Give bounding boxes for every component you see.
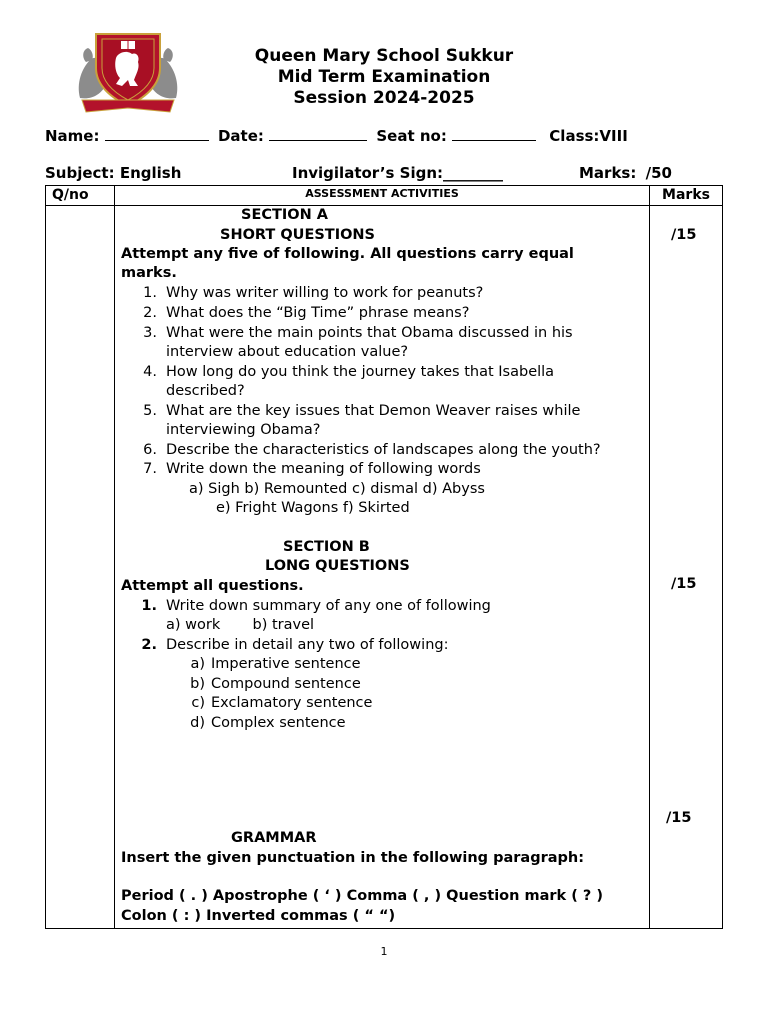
marks-value: /50 [645, 164, 672, 182]
section-b-marks: /15 [671, 576, 697, 592]
activities-cell [115, 206, 650, 929]
name-label: Name: [45, 127, 100, 145]
question-text: How long do you think the journey takes that Isabella [166, 364, 555, 380]
question-number: 7. [143, 461, 157, 477]
option-text: Imperative sentence [211, 656, 361, 672]
question-number: 2. [141, 637, 157, 653]
question-number: 5. [143, 403, 157, 419]
total-marks [579, 164, 672, 182]
table-header-row [46, 186, 723, 206]
grammar-title: GRAMMAR [231, 830, 317, 846]
question-options: a) work b) travel [166, 617, 315, 633]
marks-header: Marks [650, 186, 723, 206]
page-number: 1 [380, 945, 388, 958]
question-text-cont: interviewing Obama? [166, 422, 321, 438]
section-b-instruction: Attempt all questions. [121, 578, 304, 594]
question-number: 3. [143, 325, 157, 341]
question-text: What were the main points that Obama discussed in his [166, 325, 573, 341]
subject-label: Subject: English [45, 164, 182, 182]
exam-title-block [200, 46, 568, 109]
question-text: Why was writer willing to work for peanuts? [166, 285, 484, 301]
info-row-name [45, 126, 628, 145]
invigilator-sign-label: Invigilator’s Sign:________ [292, 164, 504, 182]
date-label: Date: [217, 127, 264, 145]
session-name: Session 2024-2025 [293, 88, 475, 108]
vocabulary-words-line: e) Fright Wagons f) Skirted [216, 500, 410, 516]
qno-cell [46, 206, 115, 929]
question-number: 1. [141, 598, 157, 614]
exam-name: Mid Term Examination [277, 67, 491, 87]
school-crest-icon [72, 28, 184, 116]
qno-header: Q/no [46, 186, 115, 206]
school-logo [72, 28, 184, 116]
section-a-marks: /15 [671, 227, 697, 243]
question-text-cont: described? [166, 383, 245, 399]
question-text: Write down summary of any one of following [166, 598, 491, 614]
option-letter: c) [191, 695, 205, 711]
school-name: Queen Mary School Sukkur [254, 46, 514, 66]
activities-header: ASSESSMENT ACTIVITIES [115, 186, 650, 206]
seat-blank[interactable] [452, 126, 536, 141]
table-body-row [46, 206, 723, 929]
section-b-subtitle: LONG QUESTIONS [265, 558, 410, 574]
option-text: Exclamatory sentence [211, 695, 373, 711]
question-number: 2. [143, 305, 157, 321]
question-text: Describe in detail any two of following: [166, 637, 449, 653]
option-text: Complex sentence [211, 715, 346, 731]
punctuation-list-line: Period ( . ) Apostrophe ( ‘ ) Comma ( , ) Question mark ( ? ) [121, 888, 604, 904]
question-text: Describe the characteristics of landscapes along the youth? [166, 442, 601, 458]
name-blank[interactable] [105, 126, 209, 141]
marks-cell [650, 206, 723, 929]
option-text: Compound sentence [211, 676, 361, 692]
question-text: What does the “Big Time” phrase means? [166, 305, 470, 321]
option-letter: b) [190, 676, 205, 692]
section-a-instruction: Attempt any five of following. All questions carry equal [121, 246, 574, 262]
section-a-title: SECTION A [241, 207, 329, 223]
section-a-subtitle: SHORT QUESTIONS [220, 227, 375, 243]
section-a-instruction-cont: marks. [121, 265, 177, 281]
section-b-title: SECTION B [283, 539, 370, 555]
seat-label: Seat no: [376, 127, 447, 145]
vocabulary-words-line: a) Sigh b) Remounted c) dismal d) Abyss [189, 481, 485, 497]
question-text-cont: interview about education value? [166, 344, 409, 360]
question-text: What are the key issues that Demon Weaver raises while [166, 403, 581, 419]
option-letter: a) [190, 656, 205, 672]
question-text: Write down the meaning of following words [166, 461, 481, 477]
grammar-marks: /15 [666, 810, 692, 826]
date-blank[interactable] [269, 126, 367, 141]
question-number: 1. [143, 285, 157, 301]
marks-label: Marks: [579, 164, 637, 182]
grammar-instruction: Insert the given punctuation in the following paragraph: [121, 850, 585, 866]
class-label: Class:VIII [549, 127, 628, 145]
assessment-table [45, 185, 723, 929]
question-number: 4. [143, 364, 157, 380]
punctuation-list-line: Colon ( : ) Inverted commas ( “ “) [121, 908, 396, 924]
question-number: 6. [143, 442, 157, 458]
option-letter: d) [190, 715, 205, 731]
